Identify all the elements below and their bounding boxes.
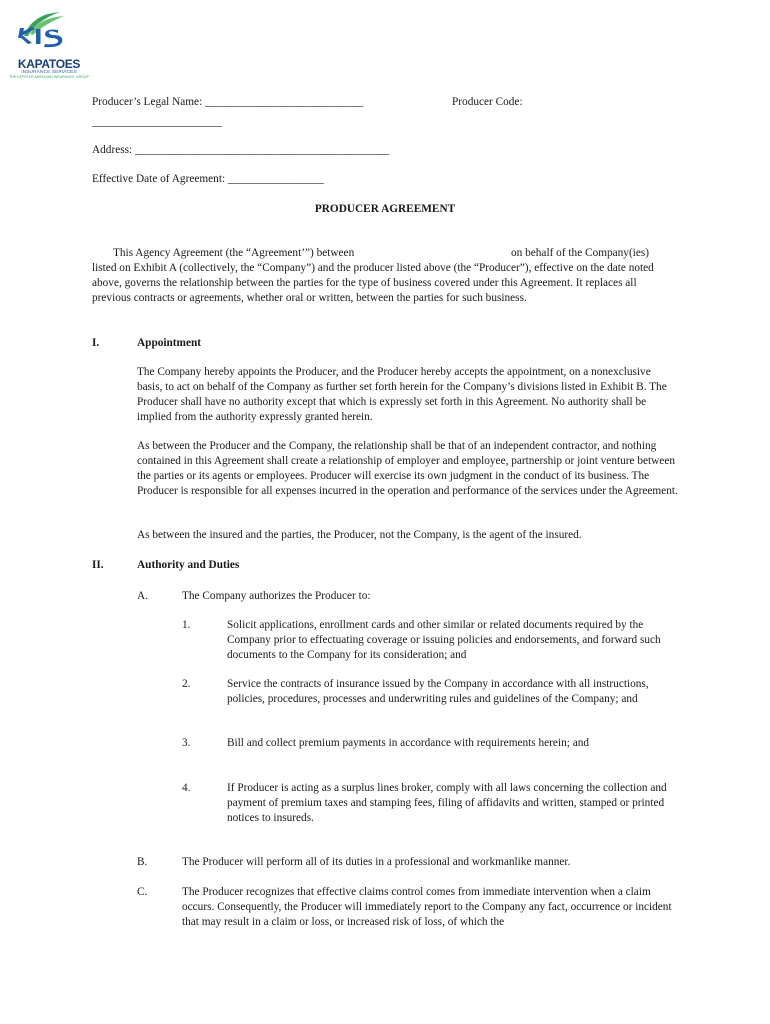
producer-code-line: _______________________	[92, 116, 222, 128]
section1-paragraph-2: As between the Producer and the Company, the relationship shall be that of an independent contractor, and nothing contained in this Agreement shall create a relationship of employer and employee, partnership or joint venture between the parties or its agents or employees. Producer will exercise its own judgment in the conduct of its business. The Producer is responsible for all expenses incurred in the operation and performance of the services under the Agreement.	[137, 440, 678, 497]
logo-subtitle: INSURANCE SERVICES	[21, 70, 77, 75]
address-field: Address: _____________________________________________	[92, 144, 390, 156]
intro-part1: This Agency Agreement (the “Agreement’”) between	[113, 247, 355, 259]
effective-date-field: Effective Date of Agreement: _________________	[92, 173, 324, 185]
document-title: PRODUCER AGREEMENT	[314, 203, 456, 215]
logo-company-name: KAPATOES	[17, 57, 81, 71]
legal-name-field: Producer’s Legal Name: ____________________________	[92, 96, 364, 108]
section2-number: II.	[92, 559, 104, 571]
item-1-number: 1.	[182, 619, 191, 631]
kis-logo-icon	[8, 8, 88, 60]
item-2-number: 2.	[182, 678, 191, 690]
section1-paragraph-1: The Company hereby appoints the Producer, and the Producer hereby accepts the appointment, on a nonexclusive basis, to act on behalf of the Company as further set forth herein for the Company’s divisions listed in Exhibit B. The Producer shall have no authority except that which is expressly set forth in this Agreement. No authority shall be implied from the authority expressly granted herein.	[137, 366, 667, 423]
section2-b-label: B.	[137, 856, 148, 868]
section1-heading: Appointment	[137, 337, 202, 349]
section2-c-text: The Producer recognizes that effective claims control comes from immediate intervention when a claim occurs. Consequently, the Producer will immediately report to the Company any fact, occurrence or incident that may result in a claim or loss, or increased risk of loss, of which the	[182, 886, 672, 928]
item-2-text: Service the contracts of insurance issued by the Company in accordance with all instructions, policies, procedures, processes and underwriting rules and guidelines of the Company; and	[227, 678, 649, 705]
section2-heading: Authority and Duties	[137, 559, 240, 571]
section2-a-label: A.	[137, 590, 148, 602]
section2-b-text: The Producer will perform all of its duties in a professional and workmanlike manner.	[182, 856, 571, 868]
producer-code-label: Producer Code:	[452, 96, 523, 108]
section2-c-label: C.	[137, 886, 148, 898]
intro-paragraph: listed on Exhibit A (collectively, the “Company”) and the producer listed above (the “Producer”), effective on the date noted above, governs the relationship between the parties for the type of business covered under this Agreement. It replaces all previous contracts or agreements, whether oral or written, between the parties for such business.	[92, 262, 654, 304]
intro-part2: on behalf of the Company(ies)	[511, 247, 650, 259]
company-logo	[8, 8, 88, 80]
item-4-text: If Producer is acting as a surplus lines broker, comply with all laws concerning the collection and payment of premium taxes and stamping fees, filing of affidavits and written, stamped or printed notices to insureds.	[227, 782, 667, 824]
item-4-number: 4.	[182, 782, 191, 794]
section1-paragraph-3: As between the insured and the parties, the Producer, not the Company, is the agent of the insured.	[137, 529, 582, 541]
item-3-text: Bill and collect premium payments in accordance with requirements herein; and	[227, 737, 590, 749]
section2-a-text: The Company authorizes the Producer to:	[182, 590, 371, 602]
section1-number: I.	[92, 337, 100, 349]
logo-tagline: THE KEPPLER-MERIDIAN INSURANCE GROUP	[9, 75, 89, 79]
item-1-text: Solicit applications, enrollment cards and other similar or related documents required by the Company prior to effectuating coverage or issuing policies and endorsements, and forward such documents to the Company for its consideration; and	[227, 619, 661, 661]
item-3-number: 3.	[182, 737, 191, 749]
